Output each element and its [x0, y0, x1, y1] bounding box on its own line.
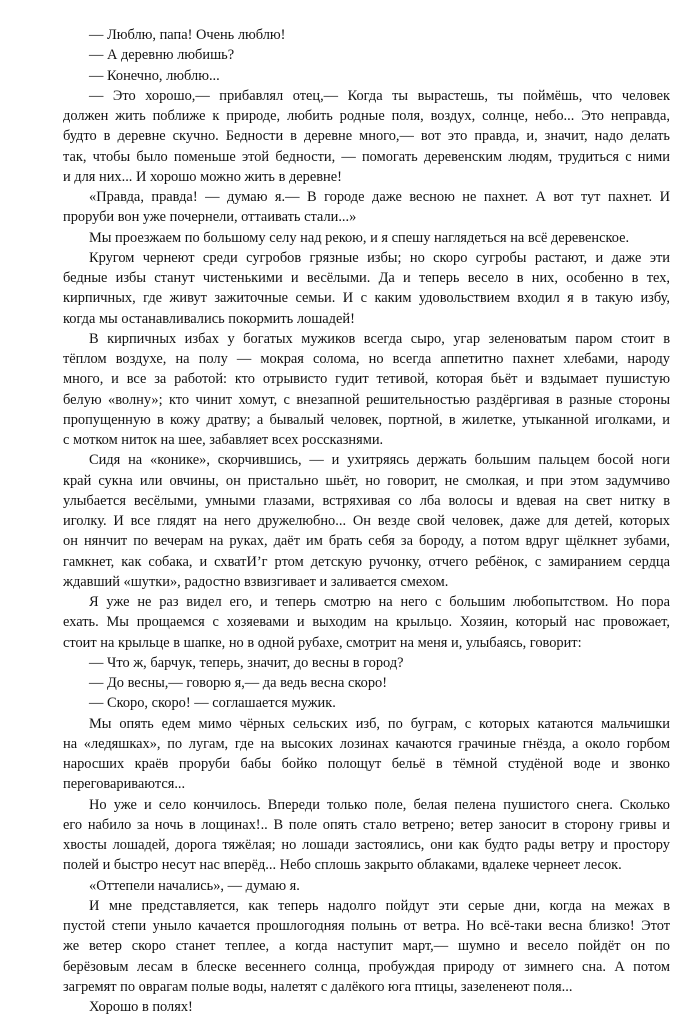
text-line: его набило за ночь в лощинах!.. В поле опять стало ветрено; ветер заносит в сторону гривы и	[63, 817, 670, 833]
text-line: И мне представляется, как теперь надолго пойдут эти серые дни, когда на межах в	[89, 898, 670, 914]
text-line: Я уже не раз видел его, и теперь смотрю на него с большим любопытством. Но пора	[89, 594, 670, 610]
text-line: край сукна или овчины, он пристально шьёт, но говорит, не смолкая, и при этом задумчиво	[63, 473, 670, 489]
text-line: Хорошо в полях!	[89, 999, 193, 1015]
text-line: тёплом воздухе, на полу — мокрая солома, но всегда аппетитно пахнет хлебами, народу	[63, 351, 670, 367]
text-line: Мы проезжаем по большому селу над рекою, и я спешу наглядеться на всё деревенское.	[89, 230, 630, 246]
text-line: так, чтобы было поменьше этой бедности, — помогать деревенским людям, трудиться с ними	[63, 149, 670, 165]
text-line: — Это хорошо,— прибавлял отец,— Когда ты вырастешь, ты поймёшь, что человек	[89, 88, 670, 104]
text-line: загремят по оврагам полые воды, налетят с далёкого юга птицы, зазеленеют поля...	[63, 979, 573, 995]
text-line: на «ледяшках», по лугам, где на высоких лозинах качаются грачиные гнёзда, а около горбом	[63, 736, 670, 752]
text-line: будто в деревне скучно. Бедности в деревне много,— вот это правда, и, значит, надо делать	[63, 128, 670, 144]
text-line: Сидя на «конике», скорчившись, — и ухитряясь держать большим пальцем босой ноги	[89, 452, 670, 468]
text-line: много, и все за работой: кто отрывисто гудит тетивой, которая бьёт и вздымает пушистую	[63, 371, 670, 387]
text-line: улыбается весёлыми, умными глазами, встряхивая со лба волосы и вдевая на свет нитку в	[63, 493, 670, 509]
text-line: пропущенную в кожу дратву; а бывалый человек, портной, в жилетке, утыканной иголками, и	[63, 412, 670, 428]
text-line: Кругом чернеют среди сугробов грязные избы; но скоро сугробы растают, и даже эти	[89, 250, 670, 266]
text-line: — До весны,— говорю я,— да ведь весна скоро!	[89, 675, 388, 691]
text-line: с мотком ниток на шее, забавляет всех россказнями.	[63, 432, 384, 448]
text-line: наросших краёв проруби бабы бойко полощут бельё в тёмной студёной воде и звонко	[63, 756, 670, 772]
text-line: полей и быстро несут нас вперёд... Небо сплошь закрыто облаками, вдалеке чернеет лесок.	[63, 857, 622, 873]
text-line: пустой степи уныло качается прошлогодняя полынь от ветра. Но всё-таки весна близко! Этот	[63, 918, 670, 934]
text-line: Но уже и село кончилось. Впереди только поле, белая пелена пушистого снега. Сколько	[89, 797, 670, 813]
text-line: иголку. И все глядят на него дружелюбно... Он везде свой человек, даже для детей, которых	[63, 513, 670, 529]
text-line: кирпичных, где живут зажиточные семьи. И с каким удовольствием входил я в такую избу,	[63, 290, 670, 306]
text-line: бедные избы станут чистенькими и весёлыми. Да и теперь весело в них, особенно в тех,	[63, 270, 670, 286]
text-line: он нянчит по вечерам на руках, даёт им брать себя за бороду, а потом вдруг щёлкнет зубами,	[63, 533, 670, 549]
text-line: и для них... И хорошо можно жить в деревне!	[63, 169, 342, 185]
text-line: должен жить поближе к природе, любить родные поля, воздух, солнце, небо... Это неправда,	[63, 108, 670, 124]
text-line: гамкнет, как собака, и схватИ’г ртом детскую ручонку, отчего ребёнок, с замиранием сердца	[63, 554, 670, 570]
text-line: — А деревню любишь?	[89, 47, 235, 63]
text-line: — Люблю, папа! Очень люблю!	[89, 27, 286, 43]
text-line: — Конечно, люблю...	[89, 68, 220, 84]
text-line: же ветер скоро станет теплее, а когда наступит март,— шумно и весело пойдёт он по	[63, 938, 670, 954]
text-line: когда мы останавливались покормить лошадей!	[63, 311, 355, 327]
text-line: — Что ж, барчук, теперь, значит, до весны в город?	[89, 655, 404, 671]
text-line: белую «волну»; кто чинит хомут, с внезапной решительностью раздёргивая в разные стороны	[63, 392, 670, 408]
text-line: Мы опять едем мимо чёрных сельских изб, по буграм, с которых катаются мальчишки	[89, 716, 670, 732]
text-line: — Скоро, скоро! — соглашается мужик.	[89, 695, 336, 711]
text-line: «Оттепели начались», — думаю я.	[89, 878, 300, 894]
text-line: переговариваются...	[63, 776, 186, 792]
text-line: стоит на крыльце в шапке, но в одной рубахе, смотрит на меня и, улыбаясь, говорит:	[63, 635, 582, 651]
text-line: берёзовым лесам в блеске весеннего солнца, пробуждая природу от зимнего сна. А потом	[63, 959, 670, 975]
text-line: проруби вон уже почернели, оттаивать стали...»	[63, 209, 357, 225]
text-line: ждавший «шутки», радостно взвизгивает и заливается смехом.	[63, 574, 449, 590]
text-line: хвосты лошадей, дорога тяжёлая; но лошади застоялись, они как будто рады ветру и простору	[63, 837, 670, 853]
text-line: В кирпичных избах у богатых мужиков всегда сыро, угар зеленоватым паром стоит в	[89, 331, 670, 347]
text-line: ехать. Мы прощаемся с хозяевами и выходим на крыльцо. Хозяин, который нас провожает,	[63, 614, 670, 630]
text-line: «Правда, правда! — думаю я.— В городе даже весною не пахнет. А вот тут пахнет. И	[89, 189, 670, 205]
